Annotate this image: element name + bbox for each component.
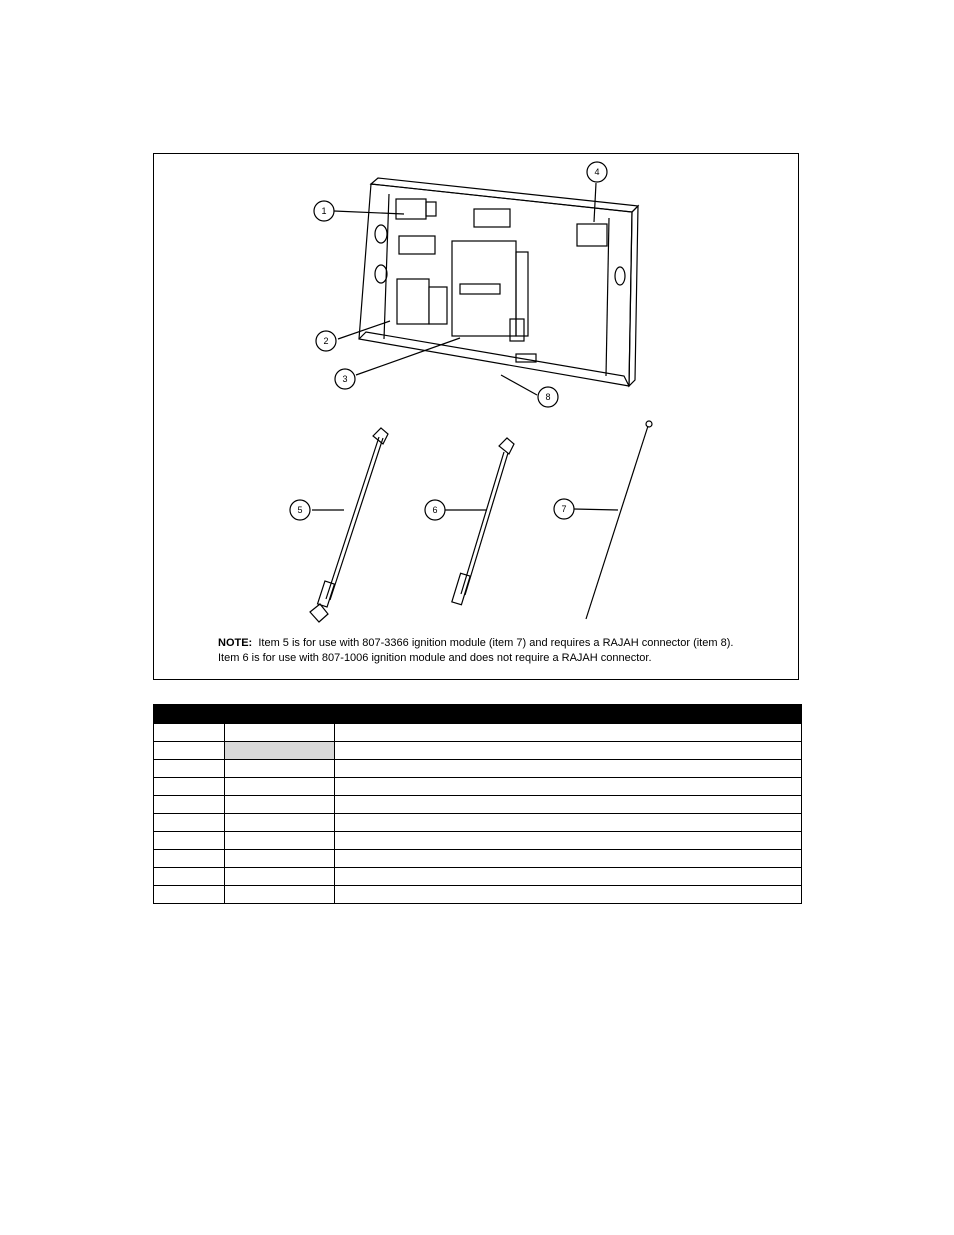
header-cell [225, 705, 335, 724]
parts-diagram [154, 154, 800, 681]
table-cell [154, 832, 225, 850]
table-cell [225, 796, 335, 814]
table-row [154, 742, 802, 760]
table-cell [225, 742, 335, 760]
figure-note [218, 636, 778, 666]
table-cell [335, 832, 802, 850]
table-cell [225, 868, 335, 886]
table-cell [335, 742, 802, 760]
parts-table-header [154, 705, 802, 724]
table-cell [154, 760, 225, 778]
table-row [154, 796, 802, 814]
table-row [154, 778, 802, 796]
callout-1: 1 [321, 206, 327, 216]
callout-7: 7 [561, 504, 567, 514]
callout-6: 6 [432, 505, 438, 515]
flame-sensor-lead-6-drawing [444, 438, 514, 605]
table-cell [154, 778, 225, 796]
callout-3: 3 [342, 374, 348, 384]
callout-5: 5 [297, 505, 303, 515]
table-row [154, 868, 802, 886]
header-cell [335, 705, 802, 724]
table-cell [225, 760, 335, 778]
table-cell [154, 742, 225, 760]
header-cell [154, 705, 225, 724]
callout-8: 8 [545, 392, 551, 402]
table-cell [335, 886, 802, 904]
table-cell [154, 724, 225, 742]
table-cell [335, 814, 802, 832]
table-cell [154, 868, 225, 886]
table-row [154, 724, 802, 742]
table-row [154, 886, 802, 904]
table-cell [154, 814, 225, 832]
callout-2: 2 [323, 336, 329, 346]
table-row [154, 760, 802, 778]
parts-table [153, 704, 802, 904]
table-cell [225, 886, 335, 904]
table-cell [225, 724, 335, 742]
table-cell [225, 850, 335, 868]
table-row [154, 832, 802, 850]
table-cell [335, 796, 802, 814]
table-cell [335, 868, 802, 886]
table-cell [154, 796, 225, 814]
note-label: NOTE: [218, 637, 253, 649]
table-cell [335, 760, 802, 778]
igniter-lead-7-drawing [574, 421, 652, 619]
table-cell [335, 778, 802, 796]
parts-diagram-frame [153, 153, 799, 680]
table-cell [225, 814, 335, 832]
table-row [154, 814, 802, 832]
callout-4: 4 [594, 167, 600, 177]
flame-sensor-lead-5-drawing [310, 428, 388, 622]
table-cell [154, 850, 225, 868]
control-box-drawing [334, 178, 638, 395]
table-cell [225, 778, 335, 796]
note-line-1: Item 5 is for use with 807-3366 ignition module (item 7) and requires a RAJAH connector (item 8). [258, 637, 734, 649]
table-cell [335, 724, 802, 742]
table-row [154, 850, 802, 868]
note-line-2: Item 6 is for use with 807-1006 ignition module and does not require a RAJAH connector. [218, 652, 652, 664]
table-cell [335, 850, 802, 868]
table-cell [225, 832, 335, 850]
table-cell [154, 886, 225, 904]
